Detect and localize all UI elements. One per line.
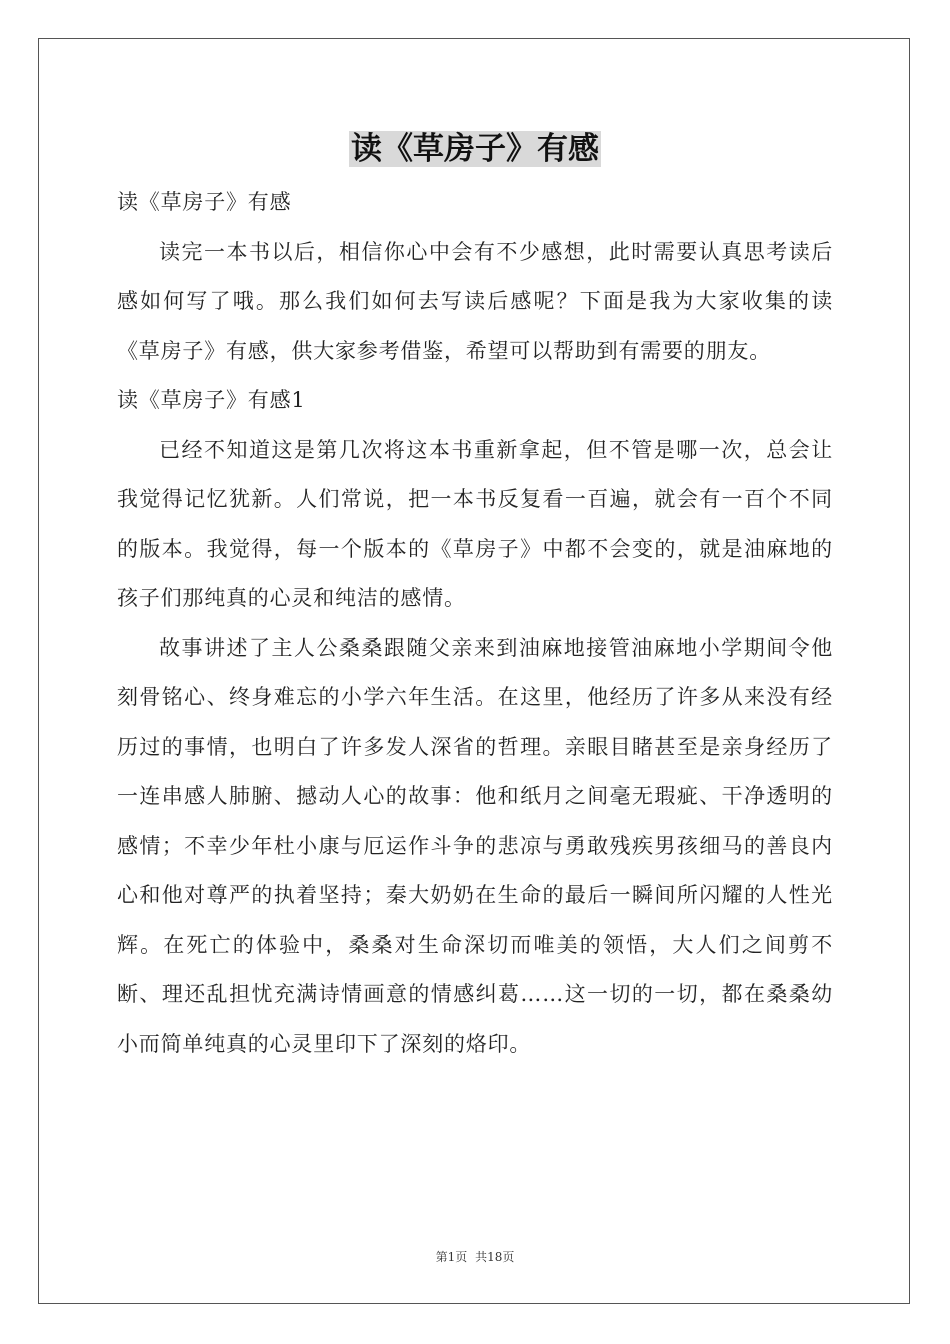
section-1-paragraph-1: 已经不知道这是第几次将这本书重新拿起，但不管是哪一次，总会让我觉得记忆犹新。人们常说，把一本书反复看一百遍，就会有一百个不同的版本。我觉得，每一个版本的《草房子》中都不会变的，就是油麻地的孩子们那纯真的心灵和纯洁的感情。 [117,437,833,610]
document-title [0,127,950,171]
page-number: 第1页 [435,1250,468,1264]
page-footer [0,1248,950,1265]
document-title-text: 读《草房子》有感 [351,131,599,167]
document-body [117,178,833,1069]
page-total: 共18页 [475,1250,515,1264]
intro-heading: 读《草房子》有感 [117,190,292,214]
intro-paragraph: 读完一本书以后，相信你心中会有不少感想，此时需要认真思考读后感如何写了哦。那么我们如何去写读后感呢？下面是我为大家收集的读《草房子》有感，供大家参考借鉴，希望可以帮助到有需要的朋友。 [117,239,833,363]
section-1-paragraph-2: 故事讲述了主人公桑桑跟随父亲来到油麻地接管油麻地小学期间令他刻骨铭心、终身难忘的小学六年生活。在这里，他经历了许多从来没有经历过的事情，也明白了许多发人深省的哲理。亲眼目睹甚至是亲身经历了一连串感人肺腑、撼动人心的故事：他和纸月之间毫无瑕疵、干净透明的感情；不幸少年杜小康与厄运作斗争的悲凉与勇敢残疾男孩细马的善良内心和他对尊严的执着坚持；秦大奶奶在生命的最后一瞬间所闪耀的人性光辉。在死亡的体验中，桑桑对生命深切而唯美的领悟，大人们之间剪不断、理还乱担忧充满诗情画意的情感纠葛……这一切的一切，都在桑桑幼小而简单纯真的心灵里印下了深刻的烙印。 [117,635,833,1056]
section-heading-1: 读《草房子》有感1 [117,388,306,412]
